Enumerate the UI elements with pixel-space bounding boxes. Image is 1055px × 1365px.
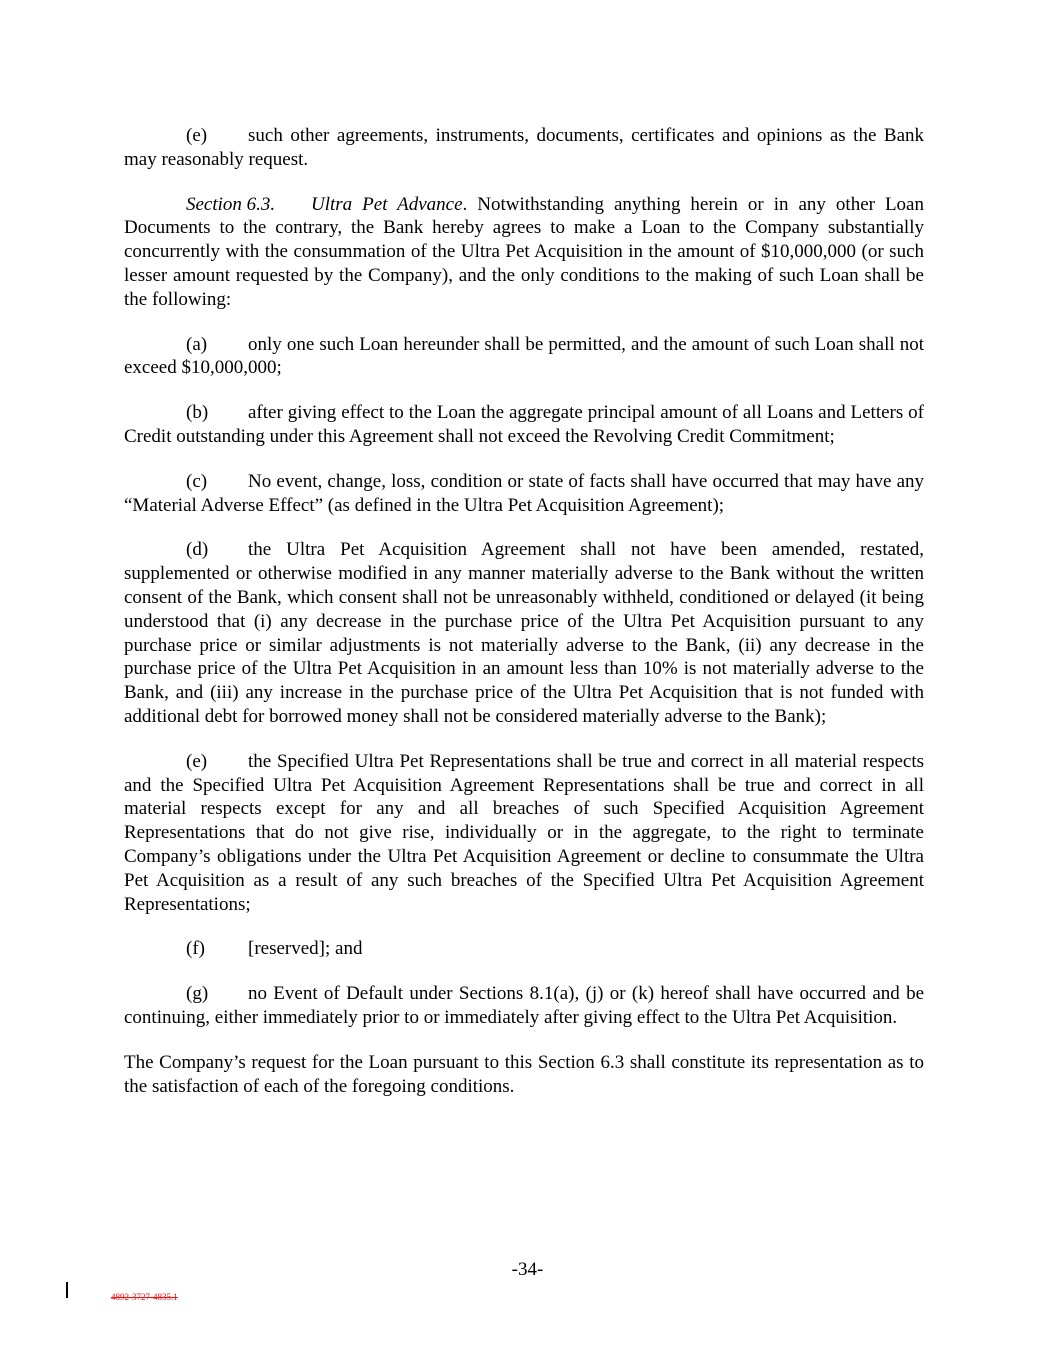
- change-bar: [66, 1282, 68, 1298]
- section-6-3-paragraph: [124, 193, 924, 312]
- closing-paragraph: The Company’s request for the Loan pursuant to this Section 6.3 shall constitute its representation as to the satisfaction of each of the foregoing conditions.: [124, 1051, 924, 1097]
- clause-text: No event, change, loss, condition or state of facts shall have occurred that may have any “Material Adverse Effect” (as defined in the Ultra Pet Acquisition Agreement);: [124, 470, 924, 516]
- clause-label: (g): [186, 983, 209, 1005]
- clause-label: (b): [186, 402, 209, 424]
- clause-label: (d): [186, 539, 209, 561]
- paragraph-g: [124, 982, 924, 1030]
- clause-text: the Specified Ultra Pet Representations shall be true and correct in all material respects and the Specified Ultra Pet Acquisition Agreement Representations shall be true and correct in all material respects except for any and all breaches of such Specified Acquisition Agreement Representations that do not give rise, individually or in the aggregate, to the right to terminate Company’s obligations under the Ultra Pet Acquisition Agreement or decline to consummate the Ultra Pet Acquisition as a result of any such breaches of the Specified Ultra Pet Acquisition Agreement Representations;: [124, 750, 924, 915]
- clause-text: such other agreements, instruments, documents, certificates and opinions as the Bank may reasonably request.: [124, 125, 924, 170]
- clause-text: after giving effect to the Loan the aggregate principal amount of all Loans and Letters of Credit outstanding under this Agreement shall not exceed the Revolving Credit Commitment;: [124, 402, 924, 447]
- clause-text: the Ultra Pet Acquisition Agreement shall not have been amended, restated, supplemented or otherwise modified in any manner materially adverse to the Bank without the written consent of the Bank, which consent shall not be unreasonably withheld, conditioned or delayed (it being understood that (i) any decrease in the purchase price of the Ultra Pet Acquisition pursuant to any purchase price or similar adjustments is not materially adverse to the Bank, (ii) any decrease in the purchase price of the Ultra Pet Acquisition in an amount less than 10% is not materially adverse to the Bank, and (iii) any increase in the purchase price of the Ultra Pet Acquisition that is not funded with additional debt for borrowed money shall not be considered materially adverse to the Bank);: [124, 539, 924, 727]
- clause-text: only one such Loan hereunder shall be permitted, and the amount of such Loan shall not exceed $10,000,000;: [124, 333, 924, 379]
- clause-text: no Event of Default under Sections 8.1(a), (j) or (k) hereof shall have occurred and be continuing, either immediately prior to or immediately after giving effect to the Ultra Pet Acquisition.: [124, 983, 924, 1028]
- clause-label: (e): [186, 750, 208, 772]
- paragraph-d: [124, 538, 924, 728]
- paragraph-e: [124, 750, 924, 917]
- paragraph-e-other-agreements: [124, 124, 924, 172]
- document-body: [124, 124, 924, 1119]
- clause-label: (c): [186, 470, 208, 492]
- clause-text: [reserved]; and: [248, 938, 363, 960]
- clause-label: (e): [186, 125, 208, 146]
- paragraph-a: [124, 333, 924, 381]
- document-id: 4892-3727-4835.1: [111, 1292, 178, 1302]
- paragraph-f: [124, 937, 924, 961]
- paragraph-b: [124, 401, 924, 449]
- clause-label: (a): [186, 333, 208, 355]
- page-number: -34-: [511, 1259, 544, 1280]
- paragraph-c: [124, 470, 924, 518]
- section-number: Section 6.3.: [186, 193, 276, 215]
- section-text: . Notwithstanding anything herein or in any other Loan Documents to the contrary, the Bank hereby agrees to make a Loan to the Company substantially concurrently with the consummation of the Ultra Pet Acquisition in the amount of $10,000,000 (or such lesser amount requested by the Company), and the only conditions to the making of such Loan shall be the following:: [124, 193, 924, 310]
- section-title: Ultra Pet Advance: [311, 193, 463, 215]
- clause-label: (f): [186, 938, 205, 960]
